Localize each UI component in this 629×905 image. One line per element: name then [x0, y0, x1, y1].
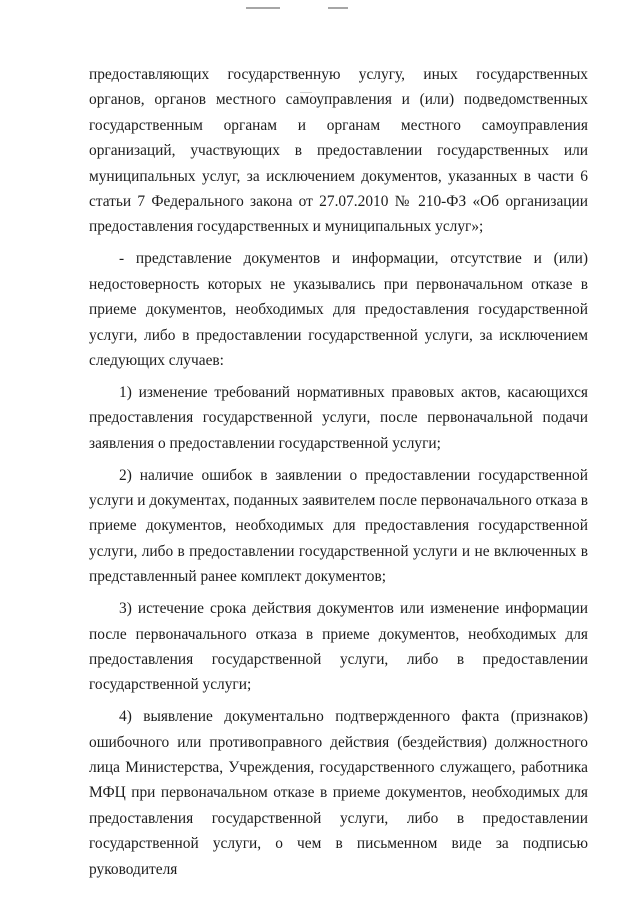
document-body	[89, 62, 588, 882]
scan-artifact-right	[328, 7, 348, 9]
paragraph-item-4: 4) выявление документально подтвержденного факта (признаков) ошибочного или противоправного действия (бездействия) должностного лица Министерства, Учреждения, государственного служащего, работника МФЦ при первоначальном отказе в приеме документов, необходимых для предоставления государственной услуги, либо в предоставлении государственной услуги, о чем в письменном виде за подписью руководителя	[89, 708, 588, 878]
paragraph-continuation: предоставляющих государственную услугу, иных государственных органов, органов местного самоуправления и (или) подведомственных государственным органам и органам местного самоуправления организаций, участвующих в предоставлении государственных или муниципальных услуг, за исключением документов, указанных в части 6 статьи 7 Федерального закона от 27.07.2010 № 210-ФЗ «Об организации предоставления государственных и муниципальных услуг»;	[89, 66, 588, 236]
scan-artifact-left	[246, 7, 280, 9]
paragraph-item-2: 2) наличие ошибок в заявлении о предоставлении государственной услуги и документах, поданных заявителем после первоначального отказа в приеме документов, необходимых для предоставления государственной услуги, либо в предоставлении государственной услуги и не включенных в представленный ранее комплект документов;	[89, 466, 588, 586]
paragraph-item-1: 1) изменение требований нормативных правовых актов, касающихся предоставления государственной услуги, после первоначальной подачи заявления о предоставлении государственной услуги;	[89, 383, 588, 452]
paragraph-item-3: 3) истечение срока действия документов или изменение информации после первоначального отказа в приеме документов, необходимых для предоставления государственной услуги, либо в предоставлении государственной услуги;	[89, 600, 588, 694]
paragraph-dash-item: - представление документов и информации, отсутствие и (или) недостоверность которых не указывались при первоначальном отказе в приеме документов, необходимых для предоставления государственной услуги, либо в предоставлении государственной услуги, за исключением следующих случаев:	[89, 250, 588, 369]
